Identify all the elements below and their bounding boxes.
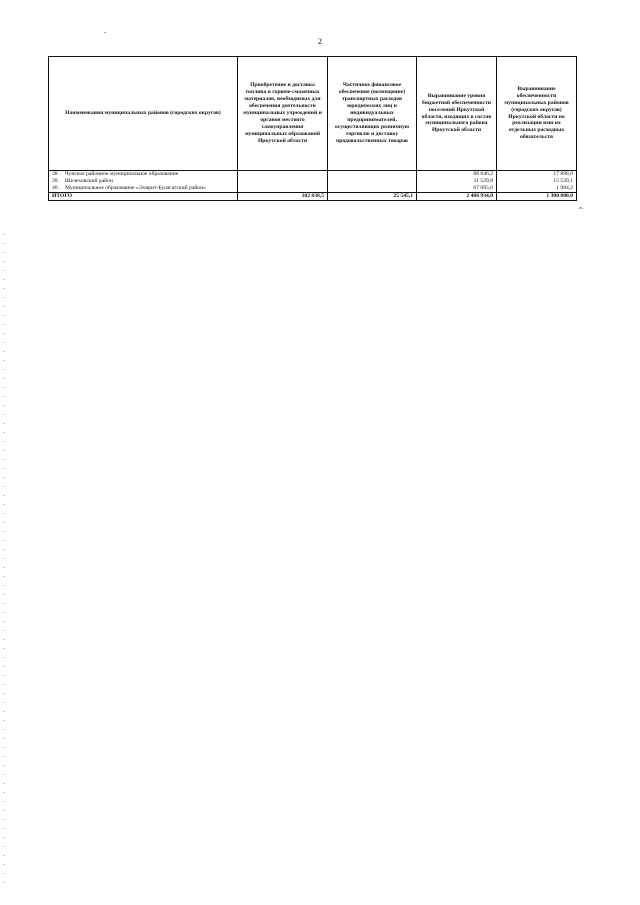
row-name: Чунское районное муниципальное образование	[65, 171, 179, 177]
row-name-cell	[49, 178, 238, 185]
total-fuel-value: 102 838,5	[238, 192, 328, 200]
header-district-name: Наименования муниципальных районов (городских округов)	[49, 57, 238, 171]
row-transport-value	[328, 178, 417, 185]
total-row	[49, 192, 577, 200]
budget-table	[48, 56, 577, 201]
total-transport-value: 25 545,1	[328, 192, 417, 200]
header-row	[49, 57, 577, 171]
total-settlement-value: 2 486 934,0	[417, 192, 497, 200]
leading-mark: -	[104, 30, 106, 36]
row-name: Шелеховский район	[65, 177, 113, 184]
table-row	[49, 171, 577, 178]
row-settlement-value: 88 046,2	[417, 171, 497, 178]
header-fuel-delivery: Приобретение и доставка топлива и горюче-смазочных материалов, необходимых для обеспечения деятельности муниципальных учреждений и органов местного самоуправления муниципальных образований Иркутской области	[238, 57, 328, 171]
row-fuel-value	[238, 178, 328, 185]
row-transport-value	[328, 171, 417, 178]
header-settlement-equalization: Выравнивание уровня бюджетной обеспеченности поселений Иркутской области, входящих в состав муниципального района Иркутской области	[417, 57, 497, 171]
closing-quote-mark: ».	[579, 205, 584, 211]
row-number: 38 .	[52, 171, 61, 177]
row-district-value: 15 539,1	[497, 178, 577, 185]
header-transport-costs: Частичное финансовое обеспечение (возмещение) транспортных расходов юридических лиц и индивидуальных предпринимателей, осуществляющих розничную торговлю и доставку продовольственных товаров	[328, 57, 417, 171]
margin-scan-dots	[3, 230, 5, 890]
row-number: 40 .	[52, 184, 61, 191]
row-fuel-value	[238, 185, 328, 192]
total-label: ИТОГО	[49, 192, 238, 200]
row-district-value: 1 984,2	[497, 185, 577, 192]
page-number: 2	[318, 37, 322, 46]
row-fuel-value	[238, 171, 328, 178]
row-district-value: 17 898,0	[497, 171, 577, 178]
row-settlement-value: 31 529,8	[417, 178, 497, 185]
row-transport-value	[328, 185, 417, 192]
row-name: Муниципальное образование «Эхирит-Булагатский район»	[65, 184, 206, 191]
table-row	[49, 185, 577, 192]
table-row	[49, 178, 577, 185]
row-number: 39 .	[52, 177, 61, 184]
row-settlement-value: 67 095,0	[417, 185, 497, 192]
total-district-value: 1 300 000,0	[497, 192, 577, 200]
row-name-cell	[49, 185, 238, 192]
header-district-equalization: Выравнивание обеспеченности муниципальных районов (городских округов) Иркутской области по реализации ими их отдельных расходных обязательств	[497, 57, 577, 171]
row-name-cell	[49, 171, 238, 178]
